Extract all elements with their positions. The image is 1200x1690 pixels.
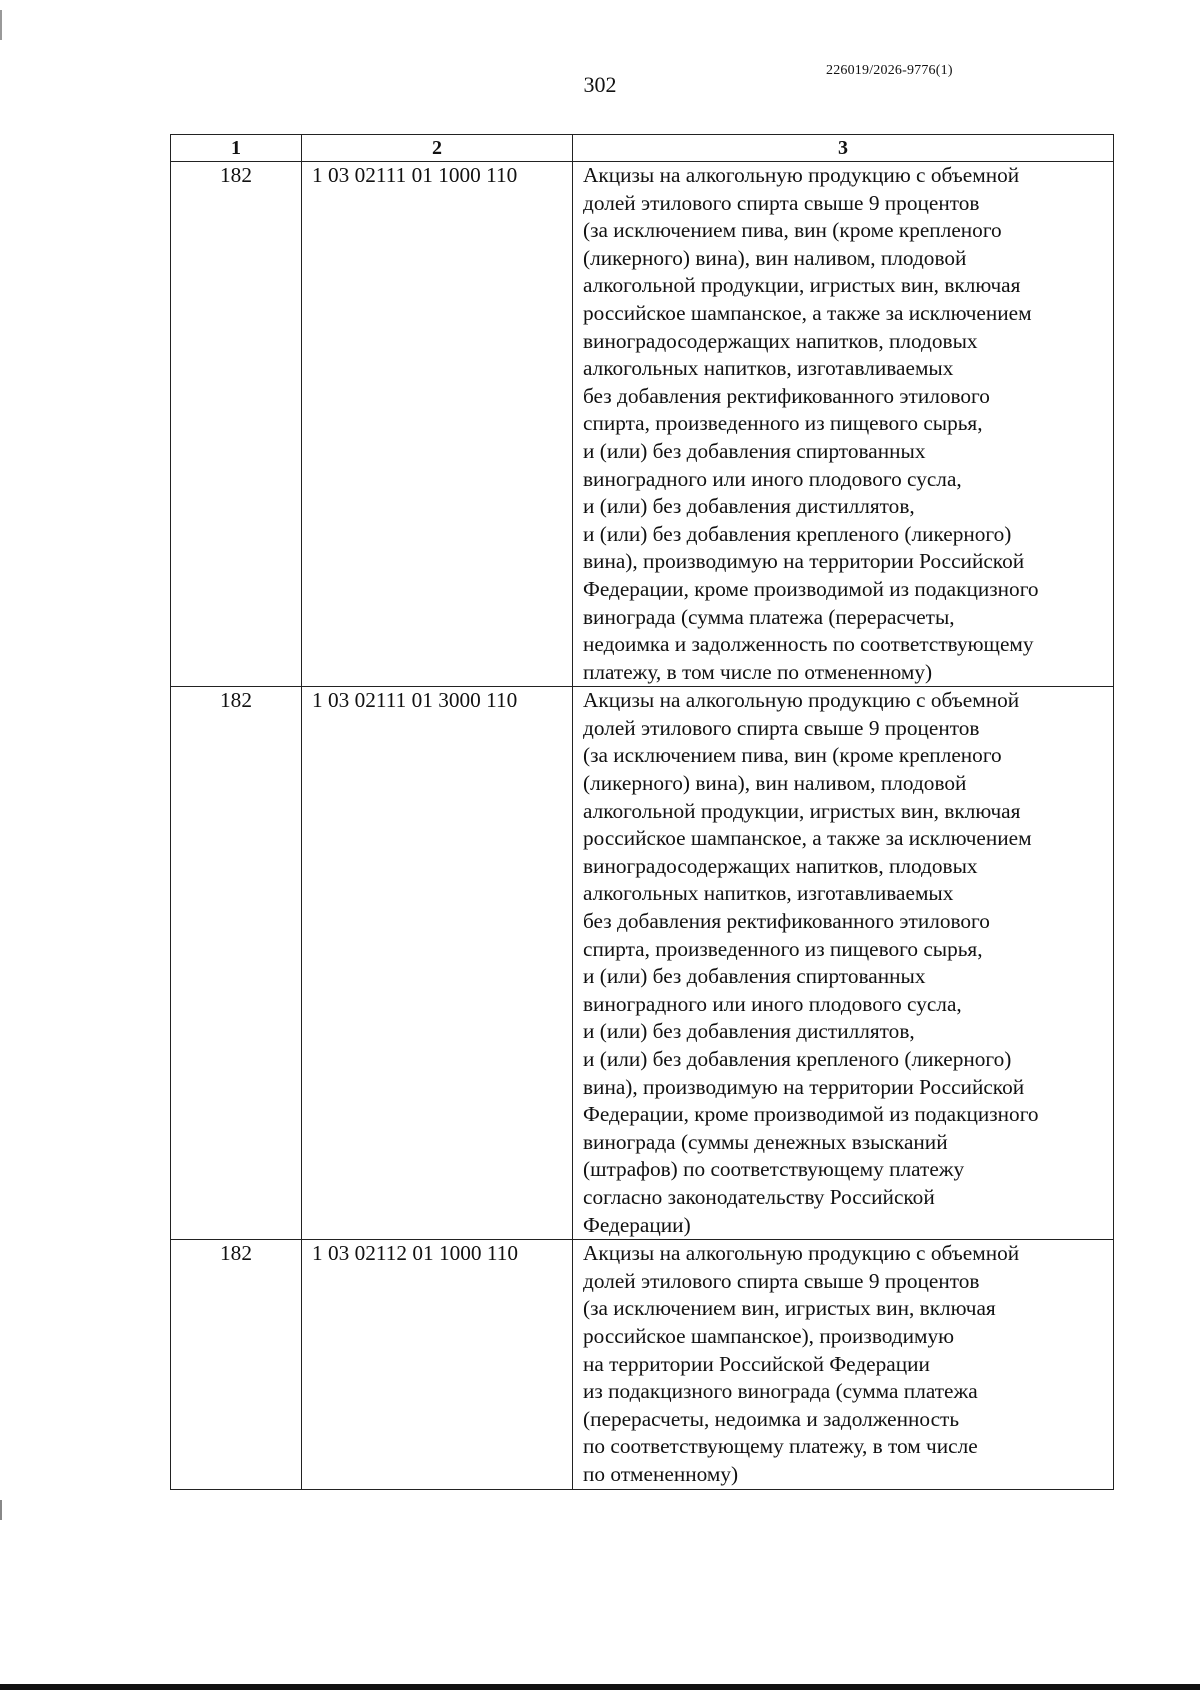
column-header-1: 1 (171, 135, 302, 162)
admin-code-cell: 182 (171, 162, 302, 687)
table-row (171, 1240, 1114, 1489)
kbk-code-cell: 1 03 02111 01 3000 110 (302, 687, 573, 1240)
description-cell: Акцизы на алкогольную продукцию с объемной долей этилового спирта свыше 9 процентов (за исключением пива, вин (кроме крепленого (ликерного) вина), вин наливом, плодовой алкогольной продукции, игристых вин, включая российское шампанское, а также за исключением виноградосодержащих напитков, плодовых алкогольных напитков, изготавливаемых без добавления ректификованного этилового спирта, произведенного из пищевого сырья, и (или) без добавления спиртованных виноградного или иного плодового сусла, и (или) без добавления дистиллятов, и (или) без добавления крепленого (ликерного) вина), производимую на территории Российской Федерации, кроме производимой из подакцизного винограда (суммы денежных взысканий (штрафов) по соответствующему платежу согласно законодательству Российской Федерации) (573, 687, 1114, 1240)
scan-edge-left (0, 0, 2, 1690)
page-number: 302 (583, 72, 617, 97)
admin-code-cell: 182 (171, 1240, 302, 1489)
budget-codes-table (170, 134, 1114, 1490)
kbk-code-cell: 1 03 02111 01 1000 110 (302, 162, 573, 687)
kbk-code-cell: 1 03 02112 01 1000 110 (302, 1240, 573, 1489)
column-header-3: 3 (573, 135, 1114, 162)
table-row (171, 687, 1114, 1240)
table-header-row (171, 135, 1114, 162)
admin-code-cell: 182 (171, 687, 302, 1240)
description-cell: Акцизы на алкогольную продукцию с объемной долей этилового спирта свыше 9 процентов (за исключением вин, игристых вин, включая российское шампанское), производимую на территории Российской Федерации из подакцизного винограда (сумма платежа (перерасчеты, недоимка и задолженность по соответствующему платежу, в том числе по отмененному) (573, 1240, 1114, 1489)
column-header-2: 2 (302, 135, 573, 162)
description-cell: Акцизы на алкогольную продукцию с объемной долей этилового спирта свыше 9 процентов (за исключением пива, вин (кроме крепленого (ликерного) вина), вин наливом, плодовой алкогольной продукции, игристых вин, включая российское шампанское, а также за исключением виноградосодержащих напитков, плодовых алкогольных напитков, изготавливаемых без добавления ректификованного этилового спирта, произведенного из пищевого сырья, и (или) без добавления спиртованных виноградного или иного плодового сусла, и (или) без добавления дистиллятов, и (или) без добавления крепленого (ликерного) вина), производимую на территории Российской Федерации, кроме производимой из подакцизного винограда (сумма платежа (перерасчеты, недоимка и задолженность по соответствующему платежу, в том числе по отмененному) (573, 162, 1114, 687)
scan-edge-bottom (0, 1684, 1200, 1690)
document-code: 226019/2026-9776(1) (826, 63, 953, 78)
table-row (171, 162, 1114, 687)
